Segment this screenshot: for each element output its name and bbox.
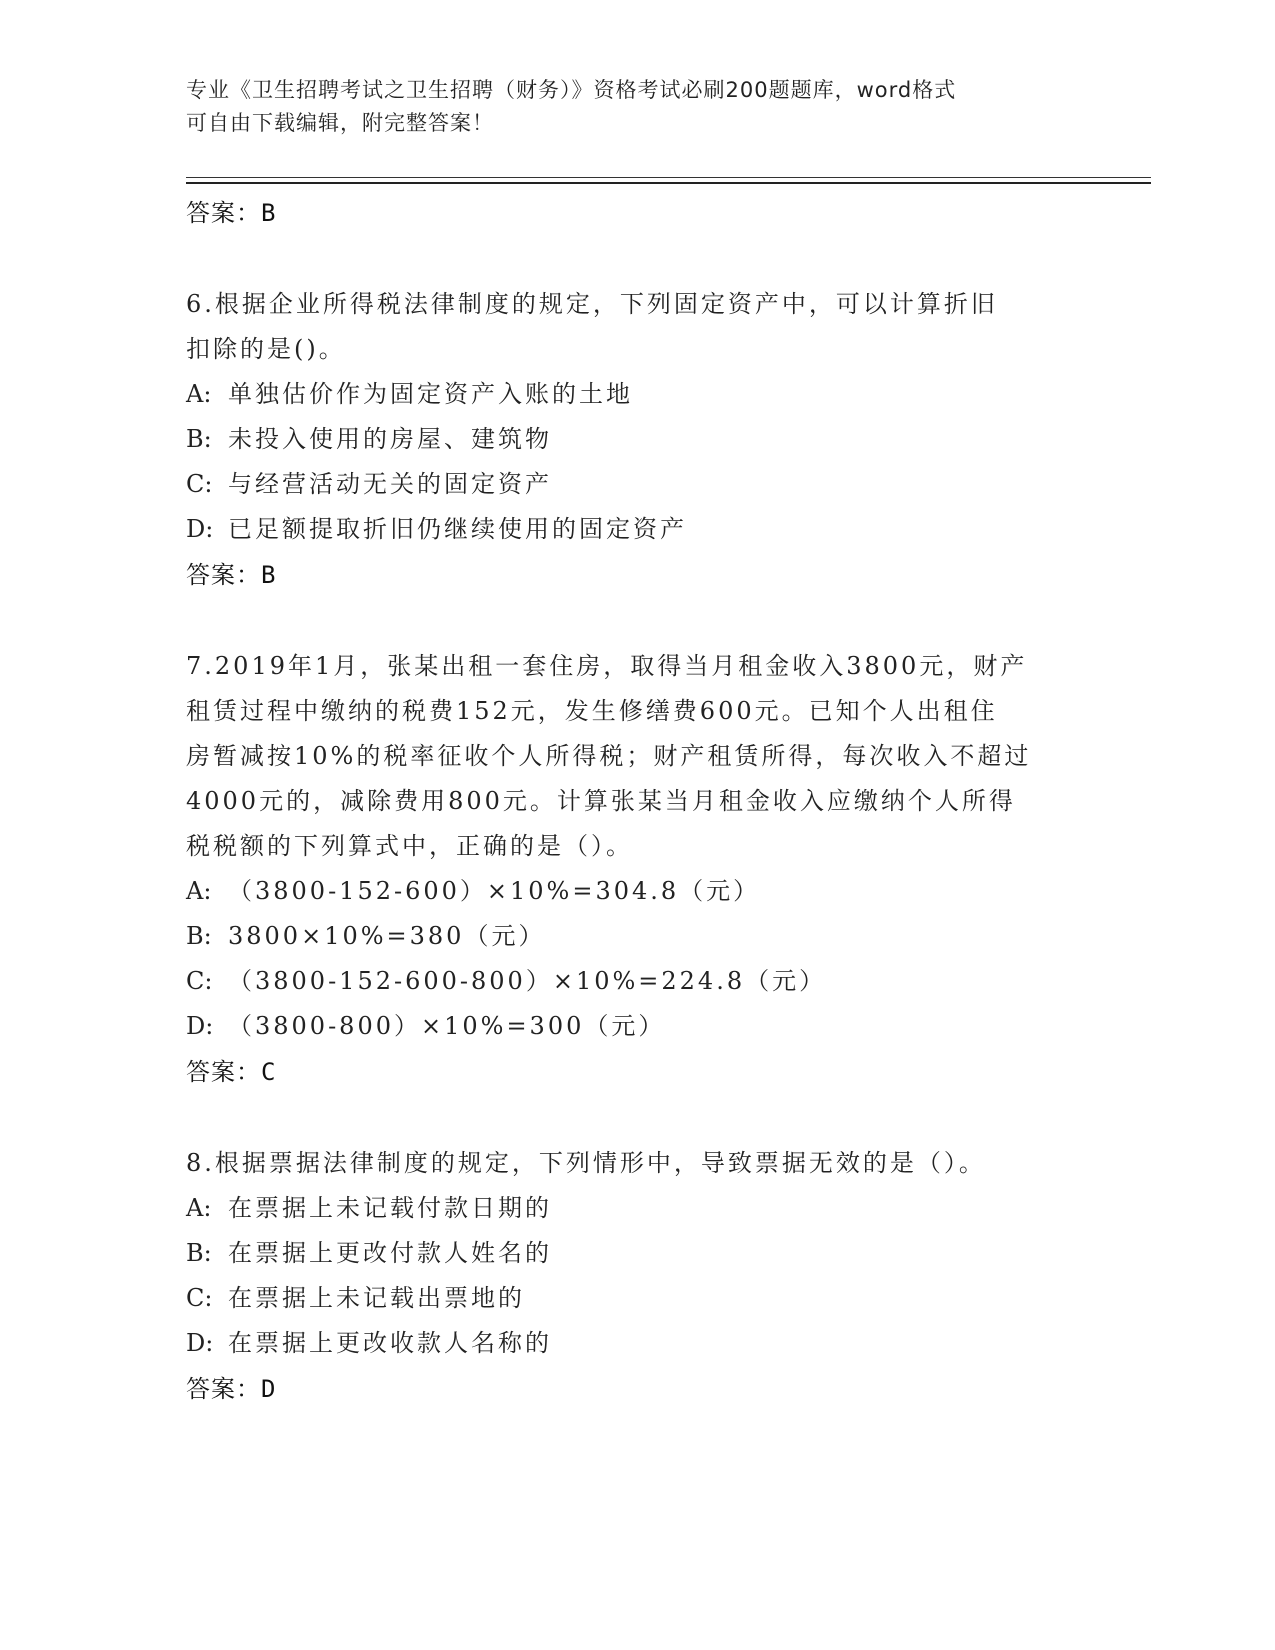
question-answer bbox=[186, 1049, 1106, 1095]
stem-line: 6.根据企业所得税法律制度的规定，下列固定资产中，可以计算折旧 bbox=[186, 290, 998, 318]
option-letter: D: bbox=[186, 1012, 214, 1040]
question-stem bbox=[186, 282, 1106, 372]
previous-answer bbox=[186, 190, 1106, 236]
option-c bbox=[186, 959, 1106, 1004]
option-text: 单独估价作为固定资产入账的土地 bbox=[228, 380, 633, 408]
header-line-1: 专业《卫生招聘考试之卫生招聘（财务）》资格考试必刷200题题库，word格式 bbox=[186, 78, 957, 102]
header-divider-thin bbox=[186, 177, 1151, 178]
option-letter: A: bbox=[186, 380, 212, 408]
option-c bbox=[186, 1276, 1106, 1321]
stem-line: 扣除的是()。 bbox=[186, 335, 346, 363]
answer-label: 答案： bbox=[186, 199, 261, 227]
stem-line: 税税额的下列算式中，正确的是（）。 bbox=[186, 832, 633, 860]
option-a bbox=[186, 1186, 1106, 1231]
option-d bbox=[186, 1004, 1106, 1049]
option-text: 在票据上更改收款人名称的 bbox=[228, 1329, 552, 1357]
option-text: 已足额提取折旧仍继续使用的固定资产 bbox=[228, 515, 687, 543]
stem-line: 租赁过程中缴纳的税费152元，发生修缮费600元。已知个人出租住 bbox=[186, 697, 998, 725]
option-text: 在票据上更改付款人姓名的 bbox=[228, 1239, 552, 1267]
question-list bbox=[186, 190, 1106, 1412]
option-b bbox=[186, 914, 1106, 959]
option-letter: B: bbox=[186, 922, 212, 950]
answer-label: 答案： bbox=[186, 1375, 261, 1403]
option-c bbox=[186, 462, 1106, 507]
option-b bbox=[186, 417, 1106, 462]
question-answer bbox=[186, 552, 1106, 598]
option-letter: C: bbox=[186, 967, 213, 995]
option-letter: A: bbox=[186, 1194, 212, 1222]
stem-line: 7.2019年1月，张某出租一套住房，取得当月租金收入3800元，财产 bbox=[186, 652, 1028, 680]
document-header bbox=[186, 74, 1086, 140]
answer-label: 答案： bbox=[186, 561, 261, 589]
question-8 bbox=[186, 1141, 1106, 1412]
option-letter: B: bbox=[186, 425, 212, 453]
option-text: 与经营活动无关的固定资产 bbox=[228, 470, 552, 498]
question-stem bbox=[186, 644, 1106, 869]
question-6 bbox=[186, 282, 1106, 598]
stem-line: 4000元的，减除费用800元。计算张某当月租金收入应缴纳个人所得 bbox=[186, 787, 1016, 815]
header-divider-thick bbox=[186, 182, 1151, 184]
question-stem bbox=[186, 1141, 1106, 1186]
option-letter: D: bbox=[186, 1329, 214, 1357]
option-letter: C: bbox=[186, 1284, 213, 1312]
option-a bbox=[186, 869, 1106, 914]
answer-value: B bbox=[261, 561, 277, 589]
question-answer bbox=[186, 1366, 1106, 1412]
option-b bbox=[186, 1231, 1106, 1276]
option-text: （3800-800）×10%=300（元） bbox=[228, 1012, 666, 1040]
option-letter: D: bbox=[186, 515, 214, 543]
option-letter: A: bbox=[186, 877, 212, 905]
option-letter: C: bbox=[186, 470, 213, 498]
stem-line: 8.根据票据法律制度的规定，下列情形中，导致票据无效的是（）。 bbox=[186, 1149, 986, 1177]
answer-value: B bbox=[261, 199, 277, 227]
answer-value: C bbox=[261, 1058, 277, 1086]
option-text: （3800-152-600）×10%=304.8（元） bbox=[228, 877, 761, 905]
option-text: 3800×10%=380（元） bbox=[228, 922, 546, 950]
option-text: （3800-152-600-800）×10%=224.8（元） bbox=[228, 967, 827, 995]
option-text: 未投入使用的房屋、建筑物 bbox=[228, 425, 552, 453]
option-letter: B: bbox=[186, 1239, 212, 1267]
option-a bbox=[186, 372, 1106, 417]
option-d bbox=[186, 1321, 1106, 1366]
answer-value: D bbox=[261, 1375, 277, 1403]
question-7 bbox=[186, 644, 1106, 1095]
option-text: 在票据上未记载出票地的 bbox=[228, 1284, 525, 1312]
option-d bbox=[186, 507, 1106, 552]
answer-label: 答案： bbox=[186, 1058, 261, 1086]
option-text: 在票据上未记载付款日期的 bbox=[228, 1194, 552, 1222]
stem-line: 房暂减按10%的税率征收个人所得税；财产租赁所得，每次收入不超过 bbox=[186, 742, 1032, 770]
header-line-2: 可自由下载编辑，附完整答案！ bbox=[186, 111, 494, 135]
